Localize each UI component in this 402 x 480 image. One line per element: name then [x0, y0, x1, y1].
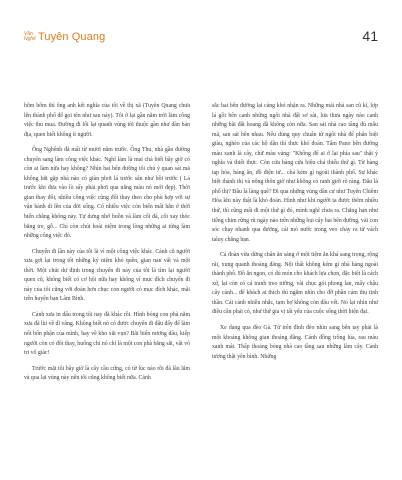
- paragraph: Xe dang qua đèo Gà. Từ trên đỉnh đèo nhìn sang bên tay phải là một khoảng không gian thoáng đãng. Cánh đồng trồng lúa, rau màu xanh mát. Thấp thoáng bóng nhà cao tầng sau những làm cây. Cảnh tượng thật yên bình. Những: [212, 325, 378, 360]
- paragraph: Chuyến đi lần này của tôi là vì một công việc khác. Cảnh cũ người xưa gợi lại trong tôi những kỷ niệm khó quên, gian nan vất vả một thời. Một chút dự định trong chuyến đi này của tôi là tìm lại người quen cũ, không biết có cơ hội nữa hay không vì mục đích chuyến đi này của tôi cũng với đoàn hơn chục con người có mục đích khác, mãi trên huyện bạn Lâm Bình.: [24, 248, 190, 303]
- paragraph: hôm hôm thì ông anh kết nghĩa của tôi về thị xã (Tuyên Quang chưa lên thành phố để gọi tên như sau này). Tôi ở lại gần năm trời làm công việc thu mua. Đường đi lối lại quanh vùng tôi thuộc gần như dân bản địa, quen biết không ít người.: [24, 103, 190, 138]
- paragraph: sắc hai bên đường lại càng khó nhận ra. Những mái nhà san cũ kĩ, lợp lá gồi bên cạnh những ngôi nhà đất sơ sài, lưa thưa ngày nào cạnh những bãi đất hoang đã không còn nữa. San sát nhà cao tầng đủ mẫu mã, san sát bên nhau. Nếu dùng quy chuẩn từ ngôi nhà để phân biệt giàu, nghèo của các hộ dân thì thực khó đoán. Tấm Pano bên đường màu xanh là cây, chữ màu vàng: "Không để ai ở lại phía sau" thật ý nghĩa và thiết thực. Còn cửa hàng cửa hiệu chả thiếu thứ gì. Từ hàng tạp hóa, hàng ăn, đồ điện tử... chả kém gì ngoài thành phố. Sự khác biệt thành thị và nông thôn giờ như không có ranh giới rõ ràng. Đâu là phố thị? Đâu là làng quê? Đi qua những vùng dân cư như Tuyên Chiêm Hòa khi này thật là khó đoán. Hình như khi người ta được thêm nhiều thứ, thì cũng mất đi một thứ gì đó, mình nghĩ chưa ra. Chẳng hạn như tiếng chim rừng rít ngày nào trên những bụi cây hai bên đường, vài con sóc chạy nhanh qua đường, cái mỏ nước trong veo chảy ra từ vách taluy chẳng hạn.: [212, 103, 378, 243]
- logo-title: Tuyên Quang: [37, 31, 106, 43]
- magazine-logo: [24, 31, 105, 43]
- paragraph: Ông Nghênh đã mất từ mươi năm trước. Ông Thu, nhà gần đường chuyển sang làm công việc khác. Nghĩ làm là mai chả biết bây giờ có còn ai làm nữa hay không? Nhìn hai bên đường tôi chú ý quan sát mà không bắt gặp nhà nào có giàn phơi lá trước sân như hồi trước ( Lá trước khi đưa vào lò sấy phải phơi qua nắng màu nó mới đẹp). Thời gian thay đổi, nhiều công việc cũng đổi thay theo cho phù hợp với sự vận hành di lên của đời sống. Có nhiều việc còn biến mất hẳn ở thời biến chẳng không này. Tự dưng nhớ buồn và làm cối đá, cối xay thóc bằng tre, gỗ... Chỉ còn chút hoài niệm trong lòng những ai từng làm những công việc đó.: [24, 147, 190, 240]
- right-column: [212, 102, 378, 368]
- page-number: 41: [362, 28, 378, 44]
- paragraph: Cả đoàn vừa dừng chân ăn sáng ở một tiệm ăn khá sang trọng, rộng rãi, xung quanh thoáng đãng. Nội thất không kém gì nhà hàng ngoài thành phố. Đồ ăn ngon, có đủ món cho khách lựa chọn, đặc biệt là cách xử, lại còn có cá tranh treo tường, vài chục gói phong lan, mấy chậu cây cảnh... để khách ai thích thì ngắm nhìn cho đỡ phần cảm thụ tinh thần. Cái cảnh nhiều nhắc, tạm bợ không còn đâu vết. Nó lại nhìn như điều cần phải có, như thứ gia vị tất yếu của cuộc sống thời hiện đại.: [212, 252, 378, 316]
- logo-line-1: Văn: [24, 31, 33, 37]
- paragraph: Cảnh xưa in dấu trong tôi nay đã khác rồi. Hình bóng con phà năm xưa đã lùi về dĩ vãng. Không biết nó có được chuyển đi đâu đấy để làm nốt bổn phận của mình, hay về kho xắt vụn? Bãi biển nương dâu, kiếp người còn có đổi thay, huống chi nó chỉ là một con phà bằng sắt, vật vô tri vô giác!: [24, 311, 190, 357]
- logo-line-2: Nghệ: [24, 36, 36, 42]
- left-column: [24, 102, 190, 390]
- logo-subtitle: [24, 32, 36, 42]
- paragraph: Trước mặt tôi bây giờ là cây cầu cứng, có từ lúc nào rồi đã lâu lắm và qua lại vùng này nên tôi cũng không biết nữa. Cảnh: [24, 365, 190, 382]
- page-header: [0, 0, 402, 60]
